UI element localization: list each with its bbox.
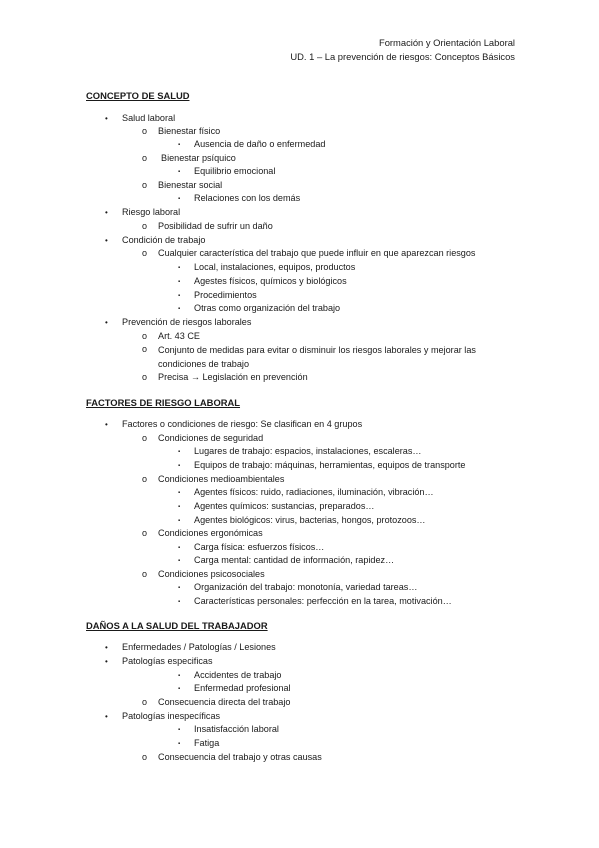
section-title-danos-salud: DAÑOS A LA SALUD DEL TRABAJADOR <box>86 620 268 631</box>
list-item: Salud laboral <box>122 113 176 123</box>
bullet-level3: ▪ <box>178 142 181 148</box>
list-item: Enfermedad profesional <box>194 683 291 693</box>
list-item: Bienestar físico <box>158 126 221 136</box>
bullet-level1: • <box>105 420 108 429</box>
bullet-level1: • <box>105 208 108 217</box>
list-item: Equipos de trabajo: máquinas, herramientas, equipos de transporte <box>194 460 466 470</box>
header-course-title: Formación y Orientación Laboral <box>378 37 515 48</box>
list-item: Carga mental: cantidad de información, rapidez… <box>194 555 395 565</box>
bullet-level3: ▪ <box>178 504 181 510</box>
bullet-level2: o <box>142 433 148 443</box>
list-item: Riesgo laboral <box>122 207 181 217</box>
section-title-concepto-salud: CONCEPTO DE SALUD <box>86 90 190 101</box>
list-item: Condiciones medioambientales <box>158 474 285 484</box>
section-title-factores-riesgo: FACTORES DE RIESGO LABORAL <box>86 397 241 408</box>
list-item: Organización del trabajo: monotonía, variedad tareas… <box>194 582 418 592</box>
bullet-level2: o <box>142 344 148 354</box>
bullet-level1: • <box>105 643 108 652</box>
list-item: Agentes químicos: sustancias, preparados… <box>194 501 375 511</box>
bullet-level1: • <box>105 236 108 245</box>
bullet-level1: • <box>105 657 108 666</box>
list-item: Patologías especificas <box>122 656 213 666</box>
list-item: Condición de trabajo <box>122 235 206 245</box>
bullet-level2: o <box>142 569 148 579</box>
list-item: Patologías inespecíficas <box>122 711 221 721</box>
list-item: Local, instalaciones, equipos, productos <box>194 262 356 272</box>
list-item: Cualquier característica del trabajo que puede influir en que aparezcan riesgos <box>158 248 476 258</box>
bullet-level2: o <box>142 248 148 258</box>
bullet-level2: o <box>142 153 148 163</box>
bullet-level2: o <box>142 331 148 341</box>
list-item: Conjunto de medidas para evitar o disminuir los riesgos laborales y mejorar las condiciones de trabajo <box>158 345 476 369</box>
list-item: Procedimientos <box>194 290 257 300</box>
bullet-level1: • <box>105 712 108 721</box>
list-item: Ausencia de daño o enfermedad <box>194 139 326 149</box>
list-item: Agestes físicos, químicos y biológicos <box>194 276 347 286</box>
bullet-level3: ▪ <box>178 673 181 679</box>
bullet-level2: o <box>142 126 148 136</box>
bullet-level3: ▪ <box>178 585 181 591</box>
list-item: Enfermedades / Patologías / Lesiones <box>122 642 276 652</box>
list-item: Condiciones ergonómicas <box>158 528 263 538</box>
list-item: Consecuencia directa del trabajo <box>158 697 291 707</box>
bullet-level3: ▪ <box>178 490 181 496</box>
bullet-level2: o <box>142 372 148 382</box>
list-item: Condiciones de seguridad <box>158 433 264 443</box>
bullet-level3: ▪ <box>178 265 181 271</box>
list-item: Equilibrio emocional <box>194 166 276 176</box>
list-item: Consecuencia del trabajo y otras causas <box>158 752 322 762</box>
list-item: Factores o condiciones de riesgo: Se clasifican en 4 grupos <box>122 419 363 429</box>
bullet-level3: ▪ <box>178 306 181 312</box>
list-item: Relaciones con los demás <box>194 193 301 203</box>
list-item: Posibilidad de sufrir un daño <box>158 221 273 231</box>
list-item: Insatisfacción laboral <box>194 724 279 734</box>
bullet-level3: ▪ <box>178 686 181 692</box>
bullet-level3: ▪ <box>178 279 181 285</box>
list-item: Agentes físicos: ruido, radiaciones, iluminación, vibración… <box>194 487 434 497</box>
bullet-level2: o <box>142 697 148 707</box>
bullet-level3: ▪ <box>178 196 181 202</box>
list-item: Accidentes de trabajo <box>194 670 282 680</box>
bullet-level1: • <box>105 114 108 123</box>
bullet-level3: ▪ <box>178 293 181 299</box>
bullet-level2: o <box>142 528 148 538</box>
bullet-level3: ▪ <box>178 518 181 524</box>
bullet-level3: ▪ <box>178 558 181 564</box>
bullet-level3: ▪ <box>178 741 181 747</box>
list-item: Precisa → Legislación en prevención <box>158 372 308 382</box>
bullet-level3: ▪ <box>178 599 181 605</box>
list-item: Otras como organización del trabajo <box>194 303 341 313</box>
bullet-level2: o <box>142 221 148 231</box>
list-item: Art. 43 CE <box>158 331 200 341</box>
list-item: Carga física: esfuerzos físicos… <box>194 542 325 552</box>
list-item: Lugares de trabajo: espacios, instalaciones, escaleras… <box>194 446 422 456</box>
bullet-level3: ▪ <box>178 727 181 733</box>
list-item: Bienestar psíquico <box>161 153 236 163</box>
bullet-level1: • <box>105 318 108 327</box>
bullet-level3: ▪ <box>178 463 181 469</box>
list-item: Prevención de riesgos laborales <box>122 317 252 327</box>
list-item: Fatiga <box>194 738 220 748</box>
list-item: Características personales: perfección en la tarea, motivación… <box>194 596 452 606</box>
bullet-level3: ▪ <box>178 449 181 455</box>
list-item: Bienestar social <box>158 180 223 190</box>
bullet-level2: o <box>142 474 148 484</box>
header-unit-title: UD. 1 – La prevención de riesgos: Conceptos Básicos <box>290 51 515 62</box>
list-item: Condiciones psicosociales <box>158 569 265 579</box>
bullet-level3: ▪ <box>178 169 181 175</box>
list-item: Agentes biológicos: virus, bacterias, hongos, protozoos… <box>194 515 426 525</box>
bullet-level3: ▪ <box>178 545 181 551</box>
bullet-level2: o <box>142 180 148 190</box>
bullet-level2: o <box>142 752 148 762</box>
